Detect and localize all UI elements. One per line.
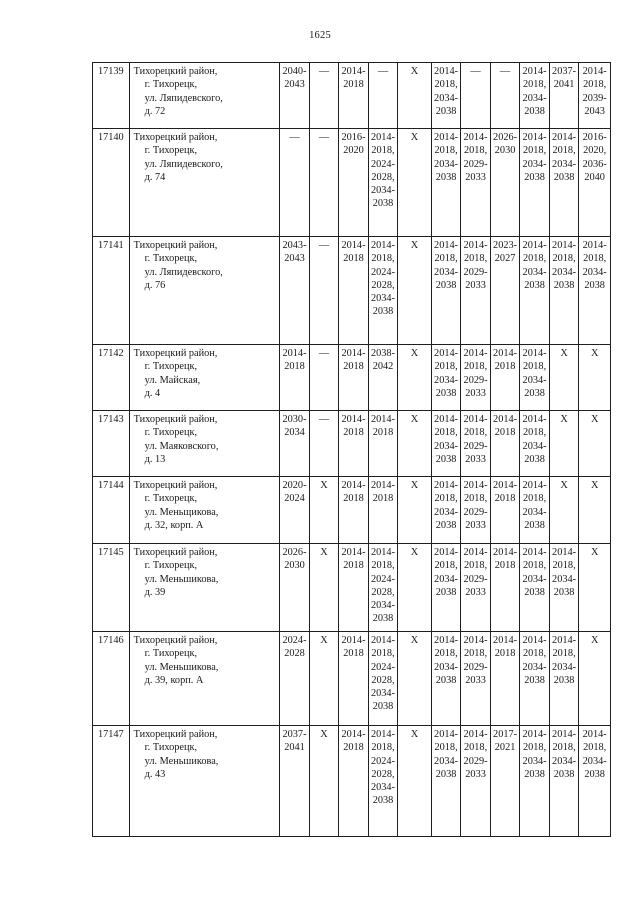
address-line: д. 4 (144, 387, 161, 399)
schedule-cell: 2014- 2018 (280, 345, 310, 411)
address-line: г. Тихорецк, (144, 742, 198, 754)
schedule-cell: 2014- 2018 (339, 726, 369, 837)
schedule-cell: 2014- 2018, 2024- 2028, 2034- 2038 (368, 129, 398, 237)
schedule-cell: 2017- 2021 (490, 726, 520, 837)
schedule-cell: — (309, 411, 339, 477)
schedule-cell: X (398, 726, 432, 837)
address-cell (129, 632, 280, 726)
address-cell (129, 544, 280, 632)
schedule-cell: 2014- 2018, 2024- 2028, 2034- 2038 (368, 237, 398, 345)
schedule-cell: — (461, 63, 491, 129)
schedule-cell: 2014- 2018, 2029- 2033 (461, 411, 491, 477)
schedule-cell: 2016- 2020 (339, 129, 369, 237)
address-line: г. Тихорецк, (144, 648, 198, 660)
schedule-cell: 2014- 2018, 2034- 2038 (579, 237, 611, 345)
schedule-cell: 2016- 2020, 2036- 2040 (579, 129, 611, 237)
schedule-cell: 2014- 2018, 2034- 2038 (520, 129, 550, 237)
row-number: 17144 (93, 477, 130, 544)
schedule-cell: X (549, 345, 579, 411)
schedule-cell: X (549, 411, 579, 477)
schedule-cell: X (398, 237, 432, 345)
schedule-cell: 2014- 2018 (368, 411, 398, 477)
schedule-cell: X (579, 477, 611, 544)
schedule-cell: — (309, 345, 339, 411)
address-line: г. Тихорецк, (144, 560, 198, 572)
schedule-cell: 2014- 2018, 2034- 2038 (549, 726, 579, 837)
schedule-cell: 2014- 2018, 2034- 2038 (549, 632, 579, 726)
schedule-cell: 2014- 2018, 2029- 2033 (461, 345, 491, 411)
address-line: Тихорецкий район, (133, 480, 218, 491)
schedule-cell: X (309, 544, 339, 632)
schedule-cell: X (398, 129, 432, 237)
schedule-cell: 2020- 2024 (280, 477, 310, 544)
address-line: Тихорецкий район, (133, 348, 218, 359)
schedule-cell: 2014- 2018, 2034- 2038 (431, 345, 461, 411)
table-row (93, 632, 611, 726)
schedule-cell: 2043- 2043 (280, 237, 310, 345)
schedule-cell: X (579, 632, 611, 726)
address-cell (129, 129, 280, 237)
address-line: ул. Меньшикова, (144, 755, 219, 767)
schedule-cell: X (398, 345, 432, 411)
address-line: г. Тихорецк, (144, 361, 198, 373)
address-line: д. 32, корп. А (144, 519, 204, 531)
schedule-cell: 2014- 2018, 2034- 2038 (431, 411, 461, 477)
address-line: г. Тихорецк, (144, 253, 198, 265)
schedule-cell: — (309, 129, 339, 237)
row-number: 17145 (93, 544, 130, 632)
schedule-cell: 2014- 2018, 2034- 2038 (431, 477, 461, 544)
schedule-cell: 2014- 2018 (339, 345, 369, 411)
address-line: ул. Меньщикова, (144, 506, 219, 518)
schedule-cell: X (398, 544, 432, 632)
schedule-cell: X (398, 63, 432, 129)
schedule-cell: 2014- 2018, 2034- 2038 (520, 63, 550, 129)
address-line: д. 76 (144, 279, 166, 291)
address-line: Тихорецкий район, (133, 729, 218, 740)
schedule-cell: 2014- 2018, 2034- 2038 (520, 632, 550, 726)
schedule-cell: — (309, 63, 339, 129)
address-cell (129, 726, 280, 837)
row-number: 17140 (93, 129, 130, 237)
address-cell (129, 477, 280, 544)
schedule-cell: 2014- 2018 (490, 632, 520, 726)
address-line: д. 74 (144, 171, 166, 183)
address-line: ул. Маяковского, (144, 440, 219, 452)
schedule-cell: 2014- 2018, 2034- 2038 (431, 632, 461, 726)
schedule-cell: 2014- 2018, 2034- 2038 (431, 726, 461, 837)
schedule-cell: X (579, 544, 611, 632)
row-number: 17141 (93, 237, 130, 345)
schedule-cell: 2014- 2018, 2024- 2028, 2034- 2038 (368, 544, 398, 632)
schedule-cell: 2014- 2018 (339, 237, 369, 345)
schedule-cell: 2014- 2018 (339, 477, 369, 544)
address-line: д. 39 (144, 586, 166, 598)
table-row (93, 63, 611, 129)
address-line: Тихорецкий район, (133, 635, 218, 646)
schedule-cell: 2014- 2018, 2029- 2033 (461, 129, 491, 237)
housing-repair-schedule-table (92, 62, 611, 837)
table-row (93, 345, 611, 411)
address-cell (129, 237, 280, 345)
address-line: Тихорецкий район, (133, 240, 218, 251)
row-number: 17143 (93, 411, 130, 477)
schedule-cell: 2014- 2018 (368, 477, 398, 544)
schedule-cell: 2030- 2034 (280, 411, 310, 477)
schedule-cell: — (280, 129, 310, 237)
schedule-cell: X (579, 345, 611, 411)
schedule-cell: 2014- 2018, 2029- 2033 (461, 237, 491, 345)
schedule-cell: 2014- 2018 (490, 411, 520, 477)
schedule-cell: 2014- 2018, 2034- 2038 (431, 544, 461, 632)
schedule-cell: 2014- 2018 (339, 544, 369, 632)
address-line: ул. Ляпидевского, (144, 266, 223, 278)
schedule-cell: 2014- 2018 (339, 63, 369, 129)
address-line: Тихорецкий район, (133, 66, 218, 77)
schedule-cell: X (398, 411, 432, 477)
schedule-cell: 2026- 2030 (280, 544, 310, 632)
schedule-cell: 2014- 2018, 2024- 2028, 2034- 2038 (368, 632, 398, 726)
schedule-cell: 2014- 2018, 2034- 2038 (549, 544, 579, 632)
schedule-cell: 2038- 2042 (368, 345, 398, 411)
table-row (93, 477, 611, 544)
schedule-cell: 2014- 2018, 2029- 2033 (461, 632, 491, 726)
schedule-cell: 2014- 2018, 2029- 2033 (461, 544, 491, 632)
schedule-cell: 2014- 2018, 2034- 2038 (431, 237, 461, 345)
row-number: 17139 (93, 63, 130, 129)
table-row (93, 237, 611, 345)
table-row (93, 726, 611, 837)
schedule-cell: 2014- 2018, 2034- 2038 (579, 726, 611, 837)
schedule-cell: 2014- 2018 (339, 632, 369, 726)
schedule-cell: 2024- 2028 (280, 632, 310, 726)
row-number: 17147 (93, 726, 130, 837)
address-line: д. 43 (144, 768, 166, 780)
schedule-cell: 2014- 2018, 2034- 2038 (431, 63, 461, 129)
schedule-cell: 2014- 2018, 2034- 2038 (549, 129, 579, 237)
address-line: Тихорецкий район, (133, 547, 218, 558)
schedule-cell: 2014- 2018, 2034- 2038 (520, 726, 550, 837)
schedule-cell: 2014- 2018, 2024- 2028, 2034- 2038 (368, 726, 398, 837)
schedule-cell: 2014- 2018, 2034- 2038 (520, 544, 550, 632)
address-line: Тихорецкий район, (133, 414, 218, 425)
table-row (93, 411, 611, 477)
schedule-cell: — (490, 63, 520, 129)
address-line: ул. Меньшикова, (144, 573, 219, 585)
schedule-cell: 2014- 2018, 2034- 2038 (520, 345, 550, 411)
schedule-cell: 2014- 2018, 2029- 2033 (461, 726, 491, 837)
schedule-cell: — (368, 63, 398, 129)
schedule-cell: 2014- 2018, 2034- 2038 (520, 477, 550, 544)
address-line: д. 13 (144, 453, 166, 465)
schedule-cell: 2040- 2043 (280, 63, 310, 129)
schedule-cell: 2014- 2018, 2034- 2038 (549, 237, 579, 345)
address-cell (129, 411, 280, 477)
schedule-cell: 2014- 2018, 2034- 2038 (520, 411, 550, 477)
address-line: ул. Ляпидевского, (144, 92, 223, 104)
address-line: г. Тихорецк, (144, 427, 198, 439)
schedule-cell: 2014- 2018, 2029- 2033 (461, 477, 491, 544)
address-line: д. 72 (144, 105, 166, 117)
address-line: г. Тихорецк, (144, 79, 198, 91)
schedule-cell: 2014- 2018, 2034- 2038 (520, 237, 550, 345)
schedule-cell: 2014- 2018 (490, 477, 520, 544)
address-line: г. Тихорецк, (144, 493, 198, 505)
address-line: ул. Майская, (144, 374, 201, 386)
schedule-cell: 2037- 2041 (549, 63, 579, 129)
table-row (93, 544, 611, 632)
schedule-cell: X (309, 477, 339, 544)
address-cell (129, 63, 280, 129)
address-line: ул. Меньшикова, (144, 661, 219, 673)
table-row (93, 129, 611, 237)
schedule-cell: 2014- 2018 (490, 544, 520, 632)
address-line: ул. Ляпидевского, (144, 158, 223, 170)
schedule-cell: 2037- 2041 (280, 726, 310, 837)
schedule-cell: X (579, 411, 611, 477)
address-line: Тихорецкий район, (133, 132, 218, 143)
schedule-cell: X (398, 632, 432, 726)
schedule-cell: 2014- 2018, 2039- 2043 (579, 63, 611, 129)
schedule-cell: 2014- 2018, 2034- 2038 (431, 129, 461, 237)
schedule-cell: — (309, 237, 339, 345)
schedule-cell: X (398, 477, 432, 544)
row-number: 17146 (93, 632, 130, 726)
schedule-cell: 2023- 2027 (490, 237, 520, 345)
address-line: г. Тихорецк, (144, 145, 198, 157)
schedule-cell: 2014- 2018 (339, 411, 369, 477)
address-cell (129, 345, 280, 411)
schedule-cell: X (309, 632, 339, 726)
row-number: 17142 (93, 345, 130, 411)
schedule-cell: X (309, 726, 339, 837)
page-number: 1625 (309, 30, 331, 41)
schedule-cell: 2026- 2030 (490, 129, 520, 237)
address-line: д. 39, корп. А (144, 674, 204, 686)
schedule-cell: 2014- 2018 (490, 345, 520, 411)
schedule-cell: X (549, 477, 579, 544)
